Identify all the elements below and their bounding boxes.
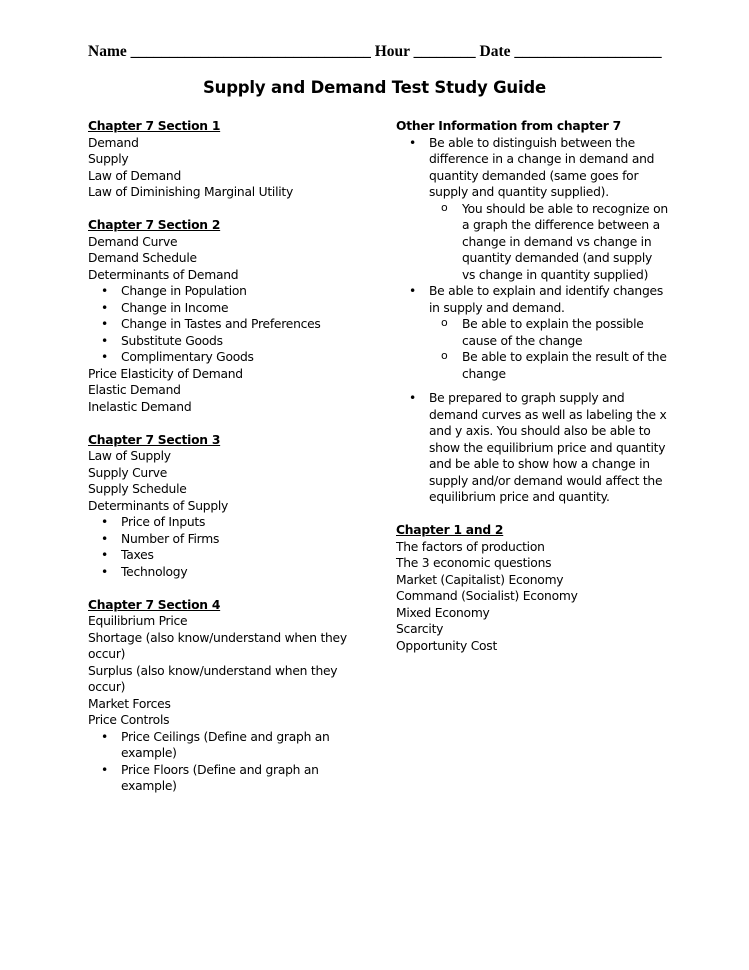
list-item: Demand Curve bbox=[88, 234, 178, 249]
section-heading: Chapter 7 Section 2 bbox=[88, 218, 221, 232]
section-other-info bbox=[396, 118, 668, 506]
bullet-item: • Substitute Goods bbox=[88, 333, 350, 350]
bullet-item: • Change in Tastes and Preferences bbox=[88, 316, 350, 333]
section-heading: Chapter 7 Section 1 bbox=[88, 119, 221, 133]
list-item: Law of Supply bbox=[88, 449, 171, 463]
bullet-item: • Technology bbox=[88, 564, 350, 581]
bullet-item: • Price of Inputs bbox=[88, 514, 350, 531]
bullet-list bbox=[88, 729, 350, 795]
bullet-list bbox=[88, 283, 350, 366]
list-item: Equilibrium Price bbox=[88, 614, 188, 628]
section-heading: Chapter 7 Section 4 bbox=[88, 597, 221, 612]
bullet-list bbox=[88, 514, 350, 580]
list-item: Market Forces bbox=[88, 696, 171, 711]
list-item: The 3 economic questions bbox=[396, 556, 552, 570]
list-item: Scarcity bbox=[396, 622, 444, 636]
bullet-list bbox=[396, 135, 668, 506]
list-item: Determinants of Supply bbox=[88, 498, 229, 513]
list-item: Demand Schedule bbox=[88, 251, 197, 265]
sub-bullet-item: o Be able to explain the possible cause of the change bbox=[429, 316, 668, 349]
bullet-item bbox=[396, 283, 668, 382]
section-ch7-s4 bbox=[88, 597, 350, 795]
section-heading: Other Information from chapter 7 bbox=[396, 119, 621, 133]
bullet-item: • Change in Income bbox=[88, 300, 350, 317]
list-item: Mixed Economy bbox=[396, 605, 490, 620]
sub-bullet-list bbox=[429, 201, 668, 284]
sub-bullet-item: o You should be able to recognize on a graph the difference between a change in demand vs change in quantity demanded (and supply vs change in quantity supplied) bbox=[429, 201, 668, 284]
list-item: Supply Curve bbox=[88, 465, 168, 480]
bullet-item: • Price Ceilings (Define and graph an example) bbox=[88, 729, 350, 762]
list-item: Elastic Demand bbox=[88, 383, 181, 397]
bullet-item bbox=[396, 390, 668, 506]
section-ch7-s1 bbox=[88, 118, 350, 201]
section-heading: Chapter 7 Section 3 bbox=[88, 432, 221, 447]
list-item: Surplus (also know/understand when they occur) bbox=[88, 663, 338, 694]
list-item: Price Controls bbox=[88, 713, 170, 727]
bullet-item: • Price Floors (Define and graph an example) bbox=[88, 762, 350, 795]
page-title: Supply and Demand Test Study Guide bbox=[202, 78, 547, 97]
bullet-item: • Number of Firms bbox=[88, 531, 350, 548]
name-hour-date-line: Name _______________________________ Hour ________ Date ___________________ bbox=[88, 43, 662, 60]
list-item: Law of Diminishing Marginal Utility bbox=[88, 185, 294, 199]
list-item: Shortage (also know/understand when they occur) bbox=[88, 630, 347, 661]
bullet-text: Be prepared to graph supply and demand curves as well as labeling the x and y axis. You should also be able to show the equilibrium price and quantity and be able to show how a change in supply and/or demand would affect the equilibrium price and quantity. bbox=[429, 391, 667, 504]
list-item: Demand bbox=[88, 135, 139, 150]
bullet-item bbox=[396, 135, 668, 284]
bullet-text: Be able to explain and identify changes in supply and demand. bbox=[429, 284, 663, 315]
section-heading: Chapter 1 and 2 bbox=[396, 523, 504, 537]
list-item: Opportunity Cost bbox=[396, 638, 498, 653]
list-item: Command (Socialist) Economy bbox=[396, 589, 578, 603]
list-item: Determinants of Demand bbox=[88, 267, 239, 282]
sub-bullet-item: o Be able to explain the result of the change bbox=[429, 349, 668, 382]
bullet-item: • Taxes bbox=[88, 547, 350, 564]
list-item: Law of Demand bbox=[88, 168, 182, 183]
bullet-item: • Change in Population bbox=[88, 283, 350, 300]
list-item: The factors of production bbox=[396, 539, 545, 554]
list-item: Market (Capitalist) Economy bbox=[396, 572, 564, 587]
section-ch1-2 bbox=[396, 522, 668, 654]
list-item: Price Elasticity of Demand bbox=[88, 366, 243, 381]
bullet-item: • Complimentary Goods bbox=[88, 349, 350, 366]
bullet-text: Be able to distinguish between the difference in a change in demand and quantity demanded (same goes for supply and quantity supplied). bbox=[429, 135, 655, 199]
list-item: Inelastic Demand bbox=[88, 399, 192, 414]
section-ch7-s2 bbox=[88, 217, 350, 415]
sub-bullet-list bbox=[429, 316, 668, 382]
left-column bbox=[88, 118, 350, 795]
section-ch7-s3 bbox=[88, 432, 350, 581]
list-item: Supply Schedule bbox=[88, 482, 187, 496]
right-column bbox=[396, 118, 668, 654]
list-item: Supply bbox=[88, 152, 129, 166]
